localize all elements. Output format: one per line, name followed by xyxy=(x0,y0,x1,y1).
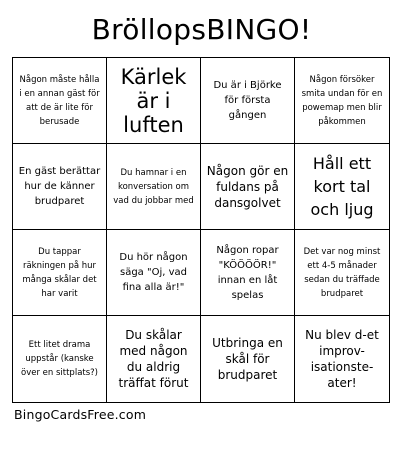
bingo-cell-text: Du tappar räkningen på hur många skålar det har varit xyxy=(22,246,97,299)
bingo-cell-12[interactable] xyxy=(295,230,389,316)
bingo-cell-text: Utbringa en skål för brudparet xyxy=(212,336,283,382)
bingo-cell-text: Du hör någon säga "Oj, vad fina alla är!" xyxy=(119,252,188,293)
bingo-cell-text: Det var nog minst ett 4-5 månader sedan du träffade brudparet xyxy=(303,246,381,299)
bingo-cell-text: Du hamnar i en konversation om vad du jobbar med xyxy=(113,167,194,206)
bingo-cell-4[interactable] xyxy=(295,58,389,144)
footer-site-name: BingoCardsFree.com xyxy=(14,407,147,422)
bingo-cell-text: Du skålar med någon du aldrig träffat förut xyxy=(118,328,189,390)
bingo-cell-text: Ett litet drama uppstår (kanske över en sittplats?) xyxy=(21,340,98,378)
bingo-cell-16[interactable] xyxy=(295,316,389,402)
bingo-cell-15[interactable] xyxy=(201,316,295,402)
bingo-cell-text: Kärlek är i luften xyxy=(120,64,187,137)
bingo-cell-13[interactable] xyxy=(13,316,107,402)
bingo-cell-text: Du är i Björke för första gången xyxy=(213,80,282,121)
card-title: BröllopsBINGO! xyxy=(91,13,312,46)
bingo-cell-6[interactable] xyxy=(107,144,201,230)
bingo-cell-text: Håll ett kort tal och ljug xyxy=(310,154,374,219)
bingo-cell-text: En gäst berättar hur de känner brudparet xyxy=(18,166,101,207)
bingo-cell-text: Någon ropar "KÖÖÖÖR!" innan en låt spelas xyxy=(216,244,279,301)
bingo-cell-5[interactable] xyxy=(13,144,107,230)
bingo-cell-1[interactable] xyxy=(13,58,107,144)
bingo-cell-text: Någon måste hålla i en annan gäst för att de är lite för berusade xyxy=(19,74,100,127)
bingo-cell-14[interactable] xyxy=(107,316,201,402)
bingo-cell-9[interactable] xyxy=(13,230,107,316)
bingo-cell-11[interactable] xyxy=(201,230,295,316)
bingo-cell-text: Nu blev d-et improv-isationste-ater! xyxy=(305,328,379,390)
bingo-cell-2[interactable] xyxy=(107,58,201,144)
bingo-cell-text: Någon försöker smita undan för en powemap men blir påkommen xyxy=(301,74,383,127)
bingo-cell-7[interactable] xyxy=(201,144,295,230)
bingo-cell-8[interactable] xyxy=(295,144,389,230)
bingo-grid xyxy=(12,57,390,403)
bingo-cell-10[interactable] xyxy=(107,230,201,316)
bingo-cell-text: Någon gör en fuldans på dansgolvet xyxy=(206,163,289,210)
bingo-cell-3[interactable] xyxy=(201,58,295,144)
